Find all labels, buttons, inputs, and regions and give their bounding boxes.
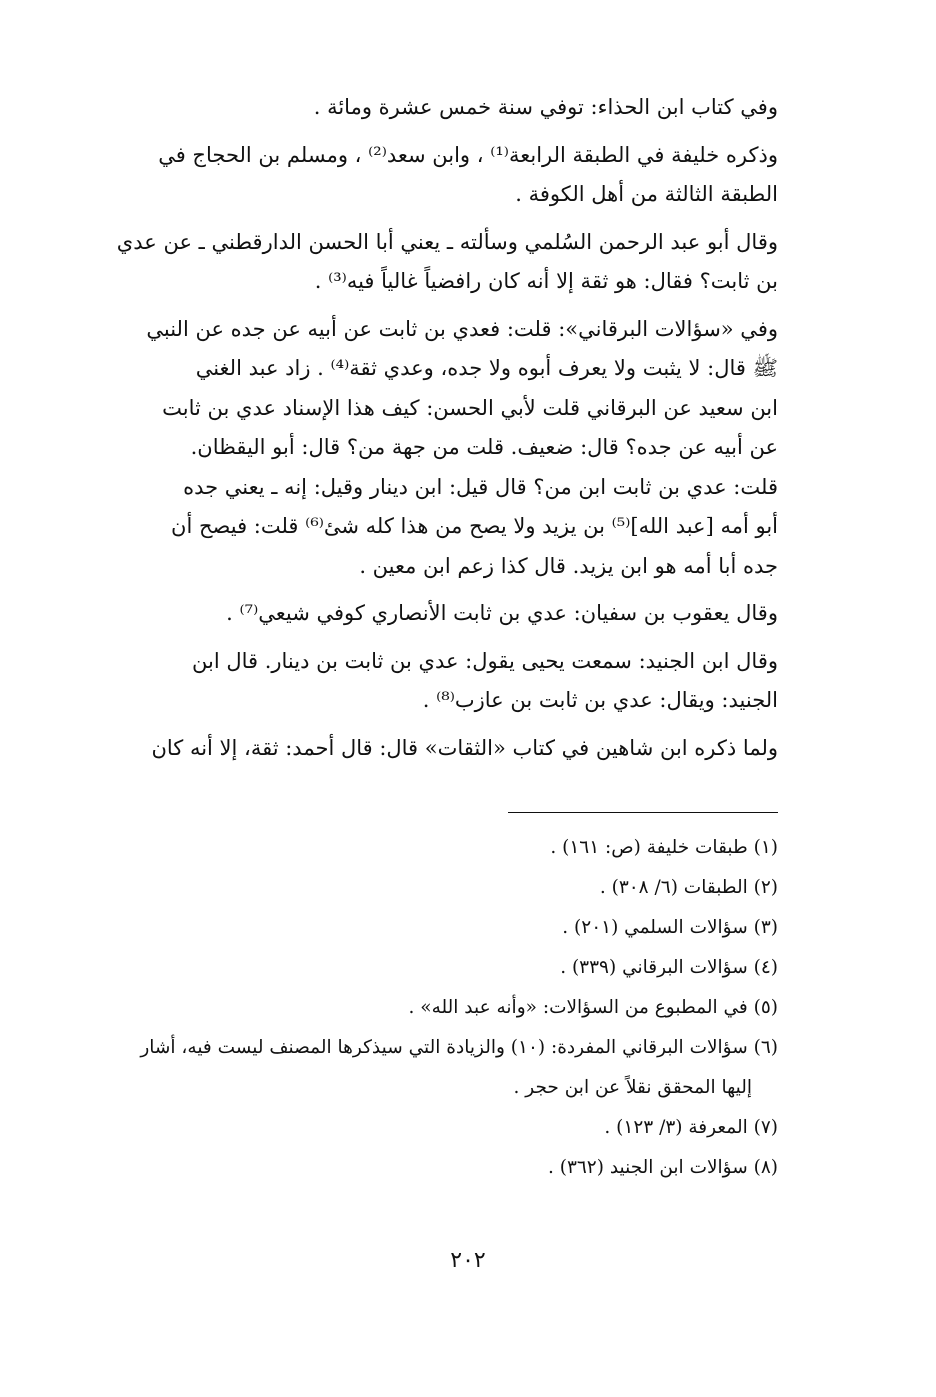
text-line: وفي كتاب ابن الحذاء: توفي سنة خمس عشرة ومائة . bbox=[313, 95, 778, 119]
text-line: وقال ابن الجنيد: سمعت يحيى يقول: عدي بن ثابت بن دينار. قال ابن bbox=[191, 648, 778, 673]
footnote-4: (٤) سؤالات البرقاني (٣٣٩) . bbox=[560, 957, 778, 978]
paragraph-3 bbox=[82, 223, 778, 302]
text-line: جده أبا أمه هو ابن يزيد. قال كذا زعم ابن معين . bbox=[359, 553, 778, 578]
paragraph-7 bbox=[82, 729, 778, 769]
footnote-2: (٢) الطبقات (٦/ ٣٠٨) . bbox=[599, 877, 778, 898]
footnotes bbox=[82, 828, 778, 1188]
footnote-3: (٣) سؤالات السلمي (٢٠١) . bbox=[562, 917, 778, 938]
footnote-8: (٨) سؤالات ابن الجنيد (٣٦٢) . bbox=[547, 1157, 778, 1178]
footnote-separator bbox=[508, 812, 778, 813]
paragraph-2 bbox=[82, 136, 778, 215]
text-line: وقال يعقوب بن سفيان: عدي بن ثابت الأنصاري كوفي شيعي⁽⁷⁾ . bbox=[226, 601, 778, 625]
paragraph-4 bbox=[82, 310, 778, 587]
footnote-1: (١) طبقات خليفة (ص: ١٦١) . bbox=[550, 837, 778, 858]
text-line: عن أبيه عن جده؟ قال: ضعيف. قلت من جهة من؟ قال: أبو اليقظان. bbox=[190, 435, 778, 459]
text-line: ولما ذكره ابن شاهين في كتاب «الثقات» قال: قال أحمد: ثقة، إلا أنه كان bbox=[151, 735, 778, 760]
text-line: ﷺ قال: لا يثبت ولا يعرف أبوه ولا جده، وعدي ثقة⁽⁴⁾ . زاد عبد الغني bbox=[195, 356, 778, 380]
text-line: قلت: عدي بن ثابت ابن من؟ قال قيل: ابن دينار وقيل: إنه ـ يعني جده bbox=[183, 474, 778, 499]
footnote-6: (٦) سؤالات البرقاني المفردة: (١٠) والزيادة التي سيذكرها المصنف ليست فيه، أشار bbox=[140, 1037, 778, 1058]
footnote-6-continued: إليها المحقق نقلاً عن ابن حجر . bbox=[513, 1077, 752, 1098]
footnote-5: (٥) في المطبوع من السؤالات: «وأنه عبد الله» . bbox=[408, 997, 778, 1018]
text-line: الطبقة الثالثة من أهل الكوفة . bbox=[515, 182, 778, 206]
text-line: بن ثابت؟ فقال: هو ثقة إلا أنه كان رافضياً غالياً فيه⁽³⁾ . bbox=[314, 269, 778, 293]
footnote-7: (٧) المعرفة (٣/ ١٢٣) . bbox=[604, 1117, 778, 1138]
page-number: ٢٠٢ bbox=[450, 1248, 486, 1273]
text-line: الجنيد: ويقال: عدي بن ثابت بن عازب⁽⁸⁾ . bbox=[422, 688, 778, 712]
text-line: وذكره خليفة في الطبقة الرابعة⁽¹⁾ ، وابن سعد⁽²⁾ ، ومسلم بن الحجاج في bbox=[158, 142, 778, 167]
text-line: وفي «سؤالات البرقاني»: قلت: فعدي بن ثابت عن أبيه عن جده عن النبي bbox=[146, 316, 778, 341]
paragraph-5 bbox=[82, 594, 778, 634]
paragraph-6 bbox=[82, 642, 778, 721]
text-line: وقال أبو عبد الرحمن السُلمي وسألته ـ يعني أبا الحسن الدارقطني ـ عن عدي bbox=[116, 229, 778, 254]
main-text bbox=[82, 88, 778, 776]
paragraph-1 bbox=[82, 88, 778, 128]
text-line: أبو أمه [عبد الله]⁽⁵⁾ بن يزيد ولا يصح من هذا كله شئ⁽⁶⁾ قلت: فيصح أن bbox=[171, 514, 778, 538]
text-line: ابن سعيد عن البرقاني قلت لأبي الحسن: كيف هذا الإسناد عدي بن ثابت bbox=[162, 395, 778, 420]
